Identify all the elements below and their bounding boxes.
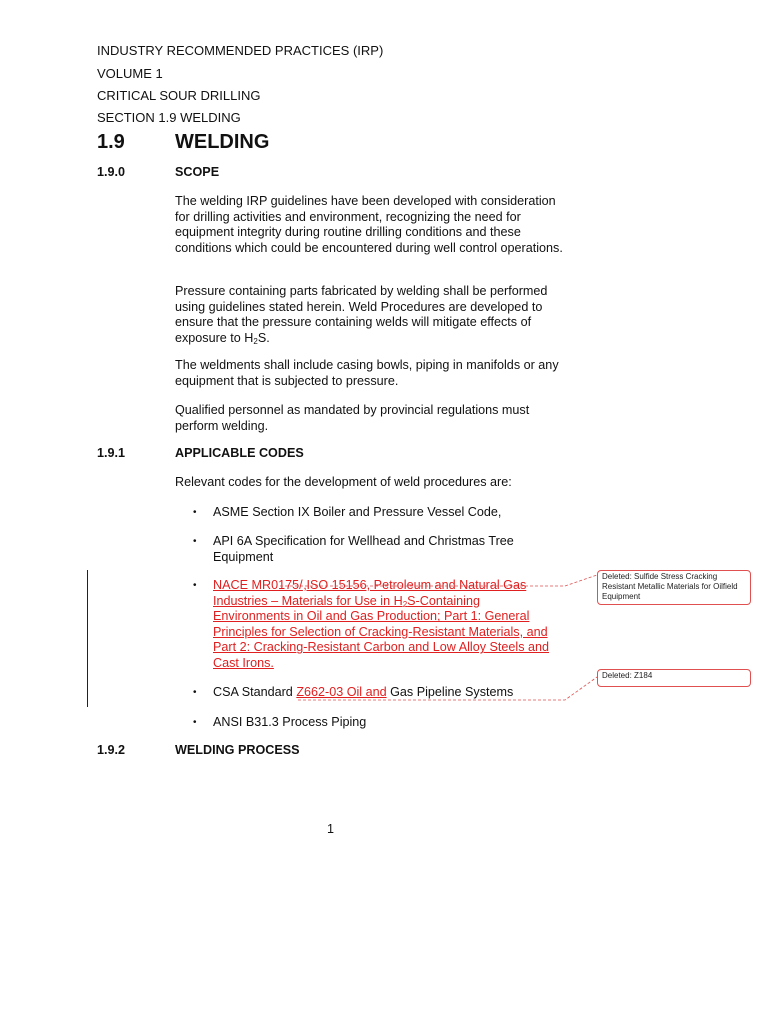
list-item: ASME Section IX Boiler and Pressure Vessel Code,	[213, 505, 502, 519]
main-section-title: WELDING	[175, 131, 270, 153]
scope-paragraph: The welding IRP guidelines have been developed with consideration for drilling activities and environment, recognizing the need for equipment integrity during routine drilling conditions and these conditions which could be encountered during well control operations.	[175, 194, 563, 255]
process-number: 1.9.2	[97, 743, 126, 757]
main-section-number: 1.9	[97, 131, 125, 153]
process-title: WELDING PROCESS	[175, 743, 300, 757]
header-subject: CRITICAL SOUR DRILLING	[97, 88, 261, 103]
page-number: 1	[327, 822, 335, 836]
bullet-icon: •	[193, 717, 197, 728]
list-item: CSA Standard Z662-03 Oil and Gas Pipeline Systems	[213, 685, 514, 699]
scope-paragraph: Pressure containing parts fabricated by welding shall be performed using guidelines stated herein. Weld Procedures are developed to ensure that the pressure containing welds will mitigate effects of exposure to $H_2S$.	[175, 284, 548, 346]
scope-title: SCOPE	[175, 165, 220, 179]
codes-intro: Relevant codes for the development of weld procedures are:	[175, 475, 512, 489]
list-item: ANSI B31.3 Process Piping	[213, 715, 367, 729]
subscript: 2	[253, 336, 258, 346]
codes-title: APPLICABLE CODES	[175, 446, 304, 460]
header-section: SECTION 1.9 WELDING	[97, 110, 241, 125]
header-volume: VOLUME 1	[97, 66, 163, 81]
bullet-icon: •	[193, 580, 197, 591]
list-item: API 6A Specification for Wellhead and Christmas Tree Equipment	[213, 534, 514, 564]
scope-number: 1.9.0	[97, 165, 126, 179]
scope-paragraph: The weldments shall include casing bowls, piping in manifolds or any equipment that is subjected to pressure.	[175, 358, 559, 388]
inserted-text: Z662-03 Oil and	[296, 685, 387, 699]
bullet-icon: •	[193, 536, 197, 547]
codes-number: 1.9.1	[97, 446, 126, 460]
scope-paragraph: Qualified personnel as mandated by provincial regulations must perform welding.	[175, 403, 530, 433]
list-item-inserted: NACE MR0175/ ‚ISO 15156, Petroleum and Natural Gas Industries – Materials for Use in $H_2S$-Containing Environments in Oil and Gas Production; Part 1: General Principles for Selection of Cracking-Resistant Materials, and Part 2: Cracking-Resistant Carbon and Low Alloy Steels and Cast Irons.	[213, 578, 550, 670]
comment-balloon[interactable]: Deleted: Sulfide Stress Cracking Resistant Metallic Materials for Oilfield Equipment	[597, 570, 751, 605]
comment-balloon[interactable]: Deleted: Z184	[597, 669, 751, 687]
header-title: INDUSTRY RECOMMENDED PRACTICES (IRP)	[97, 43, 384, 58]
bullet-icon: •	[193, 687, 197, 698]
bullet-icon: •	[193, 507, 197, 518]
